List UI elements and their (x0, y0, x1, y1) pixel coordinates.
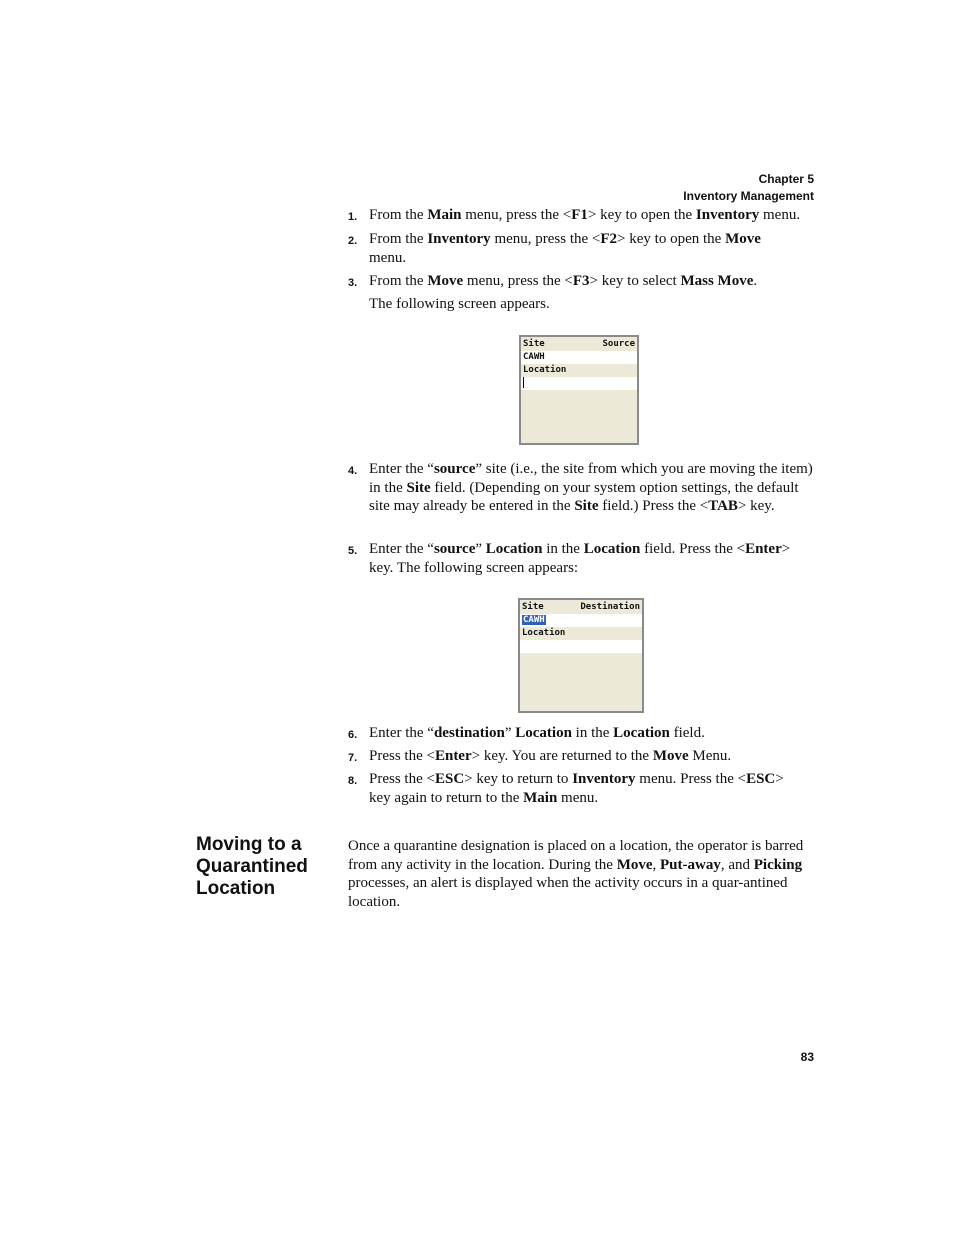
text-run: in the (571, 725, 614, 741)
text-run: > key to return to (464, 771, 573, 787)
text-run: Press the < (369, 748, 435, 764)
text-run: in the (542, 541, 584, 557)
bold-term: source (433, 541, 476, 557)
section-heading (196, 834, 308, 900)
site-value-selected: CAWH (523, 615, 545, 625)
bold-term: Enter (434, 748, 472, 764)
step-1 (348, 206, 818, 225)
text-run: menu, press the < (463, 273, 573, 289)
bold-term: Site (574, 498, 599, 514)
text-run: , and (720, 856, 754, 873)
page-number: 83 (800, 1050, 814, 1064)
step-number: 8. (348, 775, 358, 787)
step-text (369, 272, 818, 291)
text-run: Enter the “ (369, 541, 434, 557)
chapter-title: Inventory Management (683, 189, 814, 203)
mode-label: Destination (580, 602, 640, 612)
text-run: > key. (737, 498, 775, 514)
site-value: CAWH (523, 352, 545, 362)
step-text (369, 540, 814, 577)
bold-term: Put-away (660, 856, 721, 873)
text-run: processes, an alert is displayed when the activity occurs in a quar-antined location. (348, 875, 788, 910)
section-body (348, 837, 818, 911)
text-run: > key to select (589, 273, 681, 289)
text-run: menu. (759, 207, 801, 223)
text-run: From the (369, 231, 428, 247)
text-run: field.) Press the < (598, 498, 709, 514)
step-number: 5. (348, 545, 358, 557)
text-run: menu. (557, 789, 599, 806)
bold-term: TAB (708, 498, 738, 514)
site-field[interactable] (521, 351, 637, 364)
step-4 (348, 460, 818, 516)
step-number: 4. (348, 465, 358, 477)
step-text (369, 724, 818, 743)
step-number: 2. (348, 235, 358, 247)
text-run: menu. Press the < (635, 771, 747, 787)
site-label: Site (522, 602, 544, 612)
location-label-row (520, 627, 642, 640)
bold-term: Inventory (572, 771, 636, 787)
bold-term: Move (725, 231, 761, 247)
bold-term: Location (515, 725, 572, 741)
bold-term: ESC (746, 771, 776, 787)
bold-term: Inventory (427, 231, 491, 247)
step-number: 7. (348, 752, 358, 764)
location-label-row (521, 364, 637, 377)
text-run: field. Press the < (640, 541, 746, 557)
step-8 (348, 770, 818, 807)
text-run: menu, press the < (461, 207, 572, 223)
handheld-screen-source (519, 335, 639, 445)
bold-term: F2 (600, 231, 618, 247)
heading-line: Location (196, 878, 276, 899)
bold-term: Site (406, 479, 431, 496)
site-label: Site (523, 339, 545, 349)
location-label: Location (523, 365, 567, 375)
bold-term: Move (652, 748, 689, 764)
text-run: . (753, 273, 758, 289)
bold-term: source (433, 461, 476, 477)
location-field[interactable] (520, 640, 642, 653)
site-field[interactable] (520, 614, 642, 627)
bold-term: ESC (434, 771, 465, 787)
location-field[interactable] (521, 377, 637, 390)
step-7 (348, 747, 818, 766)
step-text (369, 230, 784, 267)
heading-line: Quarantined (196, 856, 308, 877)
step-number: 1. (348, 211, 358, 223)
bold-term: Location (485, 541, 543, 557)
site-row (520, 601, 642, 614)
bold-term: Inventory (695, 207, 760, 223)
text-run: field. (669, 725, 705, 741)
step-2 (348, 230, 818, 267)
mode-label: Source (602, 339, 635, 349)
text-cursor (523, 377, 524, 388)
text-run: > key to open the (617, 231, 726, 247)
bold-term: Enter (745, 541, 782, 557)
bold-term: destination (433, 725, 505, 741)
bold-term: F3 (572, 273, 590, 289)
text-run: Enter the “ (369, 461, 434, 477)
bold-term: Main (427, 207, 462, 223)
location-label: Location (522, 628, 566, 638)
bold-term: Picking (753, 856, 803, 873)
bold-term: Location (613, 725, 670, 741)
bold-term: F1 (571, 207, 588, 223)
text-run: field. (Depending on your system option settings, the default site may already be entered in the (369, 479, 799, 514)
text-run: > key to open the (587, 207, 696, 223)
text-run: Enter the “ (369, 725, 434, 741)
bold-term: Location (583, 541, 641, 557)
text-run: From the (369, 273, 428, 289)
step-6 (348, 724, 818, 743)
bold-term: Mass Move (680, 273, 754, 289)
step-text (369, 206, 818, 225)
bold-term: Main (523, 789, 558, 806)
text-run: From the (369, 207, 428, 223)
step-number: 3. (348, 277, 358, 289)
running-header (683, 171, 814, 205)
text-run: > key. The following screen appears: (369, 541, 791, 576)
text-run: ” site (i.e., the site from which you are moving the item) in the (369, 461, 813, 496)
step-text (369, 460, 814, 516)
text-run: Once a quarantine designation is placed on a location, the operator is barred from any activity in the location. During the (348, 838, 804, 873)
chapter-label: Chapter 5 (758, 172, 814, 186)
text-run: > key. You are returned to the (471, 748, 653, 764)
text-run: ” (504, 725, 516, 741)
step-number: 6. (348, 729, 358, 741)
step-text (369, 770, 809, 807)
text-run: Press the < (369, 771, 435, 787)
step-5 (348, 540, 818, 577)
text-run: , (652, 856, 661, 873)
bold-term: Move (616, 856, 653, 873)
step-text (369, 747, 818, 766)
site-row (521, 338, 637, 351)
text-run: Menu. (688, 748, 732, 764)
text-run: > key again to return to the (369, 771, 784, 806)
step-3 (348, 272, 818, 291)
following-screen-note: The following screen appears. (369, 296, 550, 312)
handheld-screen-destination (518, 598, 644, 713)
text-run: ” (475, 541, 486, 557)
heading-line: Moving to a (196, 834, 302, 855)
bold-term: Move (427, 273, 464, 289)
text-run: menu, press the < (490, 231, 601, 247)
text-run: menu. (369, 249, 407, 266)
